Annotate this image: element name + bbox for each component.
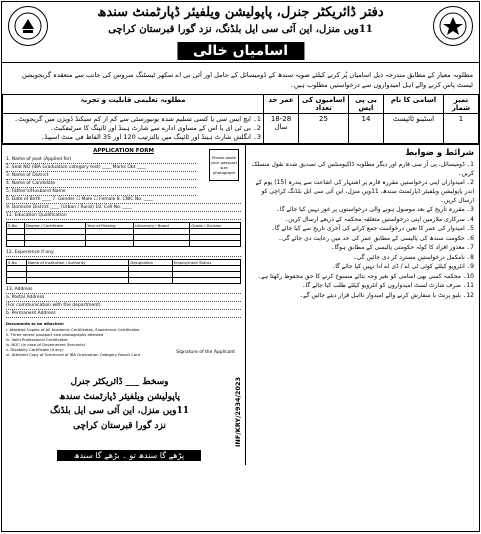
qualification-item: 2۔ بی ٹی ای یا اس کے مساوی ادارے سے شارٹ ہینڈ اور ٹائپنگ کا سرٹیفکیٹ۔ bbox=[49, 124, 261, 133]
signature-line: Signature of the Applicant bbox=[176, 350, 235, 356]
form-field: 9. Domicile District ____ (Urban / Rural) 10. Cell No. ____ bbox=[6, 204, 241, 212]
application-form bbox=[2, 145, 246, 465]
cell-qualification bbox=[3, 114, 264, 144]
form-field: 13. Address bbox=[6, 286, 241, 294]
lower-section bbox=[2, 144, 479, 465]
jobs-table bbox=[2, 94, 479, 144]
experience-table bbox=[6, 259, 241, 284]
intro-text: مطلوبہ معیار کے مطابق مندرجہ ذیل اسامیاں پُر کرنے کیلئے صوبہ سندھ کے ڈومیسائل کے حامل اور آئی بی اے سکھر ٹیسٹنگ سروس کی جانب سے منعقدہ گریجویشن ٹیسٹ پاس کرنے والے اہل امیدواروں سے درخواستیں مطلوب ہیں۔ bbox=[22, 71, 473, 89]
terms-title: شرائط و ضوابط bbox=[405, 148, 474, 159]
department-title: دفتر ڈائریکٹر جنرل، پاپولیشن ویلفیئر ڈپارٹمنٹ سندھ bbox=[97, 5, 384, 20]
address-line: نزد گورا قبرستان کراچی bbox=[72, 420, 167, 431]
form-field: b. Permanent Address bbox=[6, 310, 241, 318]
form-field: 2. Seat NO (IBA Graduation category test) ____ Marks Obt ____ bbox=[6, 164, 196, 172]
form-field: 6. Date of Birth ____ 7. Gender ☐ Male ☐ Female 8. CNIC No. ____ bbox=[6, 196, 241, 204]
qualification-item: 1۔ ایچ ایس سی یا کسی تسلیم شدہ یونیورسٹی سے کم از کم سیکنڈ ڈویژن میں گریجویٹ۔ bbox=[14, 115, 261, 124]
table-row bbox=[3, 114, 479, 144]
cell-post: اسٹینو ٹائپسٹ bbox=[384, 114, 444, 144]
edu-header: S.No bbox=[7, 223, 25, 229]
edu-header: Grade / Division bbox=[190, 223, 241, 229]
government-emblem-left bbox=[8, 6, 48, 46]
department-address: 11ویں منزل، این آئی سی ایل بلڈنگ، نزد گورا قبرستان کراچی bbox=[108, 24, 373, 35]
photo-box: Please paste your passport size photograph bbox=[209, 149, 239, 181]
col-count: اسامیوں کی تعداد bbox=[299, 95, 349, 114]
term-item: 12۔ بلیو پرنٹ یا سفارش کرنے والے امیدوار نااہل قرار دیئے جائیں گے۔ bbox=[299, 291, 474, 299]
document-item: iii. Valid Professional Certificates bbox=[6, 336, 68, 342]
col-sn: نمبر شمار bbox=[444, 95, 479, 114]
cell-age: 18-28 سال bbox=[264, 114, 299, 144]
edu-cell[interactable] bbox=[133, 241, 189, 247]
edu-cell[interactable] bbox=[190, 241, 241, 247]
exp-header: Designation bbox=[129, 260, 172, 266]
address-line: 11ویں منزل، این آئی سی ایل بلڈنگ bbox=[50, 406, 189, 417]
document-item: ii. Three recent passport size photographs attested bbox=[6, 331, 104, 337]
exp-header: S.No bbox=[7, 260, 27, 266]
col-qualification: مطلوبہ تعلیمی قابلیت و تجربہ bbox=[3, 95, 264, 114]
form-field: 5. Father's/Husband Name bbox=[6, 188, 196, 196]
exp-cell[interactable] bbox=[129, 278, 172, 284]
edu-cell[interactable] bbox=[86, 241, 134, 247]
edu-cell[interactable] bbox=[7, 241, 25, 247]
address-line: وسخط ___ ڈائریکٹر جنرل bbox=[70, 377, 169, 388]
education-table bbox=[6, 222, 241, 247]
cell-sn: 1 bbox=[444, 114, 479, 144]
job-advertisement bbox=[1, 1, 480, 532]
term-item: 1۔ ڈومیسائل، پی آر سی فارم اور دیگر مطلوبہ ڈاکیومنٹس کی تصدیق شدہ نقول منسلک کریں۔ bbox=[251, 161, 474, 177]
documents-title: Documents to be attached: bbox=[6, 321, 65, 327]
document-item: v. Disability Certificate (if any) bbox=[6, 347, 64, 352]
document-item: i. Attested Copies of All Academic Certificates, Experience Certificates bbox=[6, 326, 140, 332]
term-item: 10۔ محکمہ کسی بھی اسامی کو بغیر وجہ بتائے منسوخ کرنے کا حق محفوظ رکھتا ہے۔ bbox=[257, 272, 474, 280]
exp-cell[interactable] bbox=[7, 278, 27, 284]
edu-header: University / Board bbox=[133, 223, 189, 229]
term-item: 9۔ انٹرویو کیلئے کوئی ٹی اے / ڈی اے ادا نہیں کیا جائے گا۔ bbox=[331, 263, 474, 271]
term-item: 3۔ مقررہ تاریخ کے بعد موصول ہونے والی درخواستوں پر غور نہیں کیا جائے گا۔ bbox=[276, 206, 474, 214]
term-item: 4۔ سرکاری ملازمین اپنی درخواستیں متعلقہ محکمہ کے ذریعے ارسال کریں۔ bbox=[284, 215, 474, 223]
term-item: 8۔ نامکمل درخواستیں مسترد کر دی جائیں گی۔ bbox=[353, 253, 474, 261]
edu-header: Year of Passing bbox=[86, 223, 134, 229]
form-field: 4. Name of Candidate bbox=[6, 180, 196, 188]
edu-header: Degree / Certificate bbox=[24, 223, 85, 229]
terms-conditions bbox=[246, 145, 479, 465]
header bbox=[2, 2, 479, 63]
document-item: vi. Attested Copy of Scorecard of IBA Graduation Category Result Card bbox=[6, 352, 141, 358]
form-field: 11. Education Qualification bbox=[6, 212, 241, 220]
form-field: 1. Name of post (Applied for) bbox=[6, 156, 196, 164]
term-item: 5۔ امیدوار کی عمر کا تعین درخواست جمع کرانے کی آخری تاریخ سے کیا جائے گا۔ bbox=[271, 225, 474, 233]
jobs-table-header bbox=[3, 95, 479, 114]
form-field: 12. Experience if any. bbox=[6, 249, 241, 257]
term-item: 7۔ معذور افراد کا کوٹہ حکومتی پالیسی کے مطابق ہوگا۔ bbox=[330, 244, 474, 252]
col-bps: بی پی ایس bbox=[349, 95, 384, 114]
exp-cell[interactable] bbox=[26, 278, 129, 284]
address-line: پاپولیشن ویلفیئر ڈپارٹمنٹ سندھ bbox=[58, 391, 181, 402]
term-item: 11۔ صرف شارٹ لسٹ امیدواروں کو انٹرویو کیلئے طلب کیا جائے گا۔ bbox=[302, 282, 474, 290]
slogan: پڑھے گا سندھ تو ۔ بڑھے گا سندھ bbox=[57, 450, 201, 461]
col-age: عمر حد bbox=[264, 95, 299, 114]
edu-cell[interactable] bbox=[24, 241, 85, 247]
form-field: 3. Name of District bbox=[6, 172, 196, 180]
exp-cell[interactable] bbox=[172, 278, 240, 284]
qualification-item: 3۔ انگلش شارٹ ہینڈ اور ٹائپنگ میں بالترتیب 120 اور 35 الفاظ فی منٹ اسپیڈ۔ bbox=[40, 133, 261, 142]
document-item: iv. NOC (in case of Government Servants) bbox=[6, 341, 86, 347]
form-title: APPLICATION FORM bbox=[93, 148, 154, 155]
term-item: 6۔ حکومت سندھ کی پالیسی کے مطابق عمر کی حد میں رعایت دی جائے گی۔ bbox=[278, 234, 474, 242]
term-item: 2۔ امیدواران اپنی درخواستیں مقررہ فارم پر اشتہار کی اشاعت سے پندرہ (15) یوم کے اندر پاپولیشن ویلفیئر ڈپارٹمنٹ سندھ، 11ویں منزل، این آئی سی ایل بلڈنگ کراچی کو ارسال کریں۔ bbox=[255, 179, 474, 204]
form-field: (For communication with the department) bbox=[6, 302, 241, 310]
vacancies-banner: اسامیاں خالی bbox=[177, 42, 304, 60]
reference-number: INF/KRY/2934/2023 bbox=[234, 377, 242, 448]
col-post: اسامی کا نام bbox=[384, 95, 444, 114]
cell-bps: 14 bbox=[349, 114, 384, 144]
cell-count: 25 bbox=[299, 114, 349, 144]
sindh-government-emblem bbox=[433, 6, 473, 46]
address-block bbox=[14, 375, 225, 433]
exp-header: Name of Institution / Authority bbox=[26, 260, 129, 266]
exp-header: Employment Status bbox=[172, 260, 240, 266]
form-field: a. Postal Address bbox=[6, 294, 241, 302]
